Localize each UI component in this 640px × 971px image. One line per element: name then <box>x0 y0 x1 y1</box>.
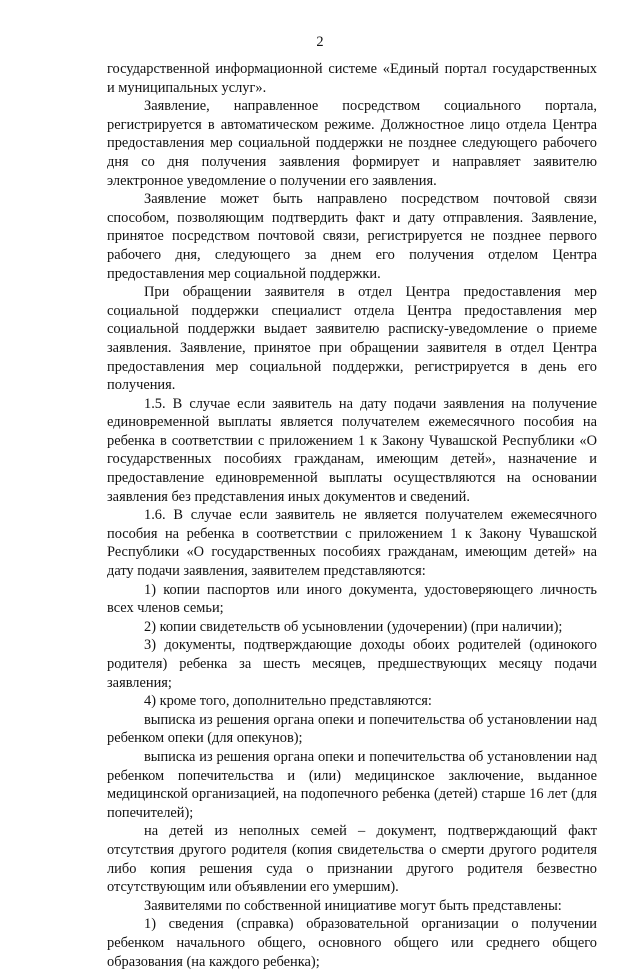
paragraph: выписка из решения органа опеки и попечительства об установлении над ребенком попечительства и (или) медицинское заключение, выданное медицинской организацией, на подопечного ребенка (детей) старше 16 лет (для попечителей); <box>107 748 597 821</box>
paragraph: Заявление, направленное посредством социального портала, регистрируется в автоматическом режиме. Должностное лицо отдела Центра предоставления мер социальной поддержки не позднее следующего рабочего дня со дня получения заявления формирует и направляет заявителю электронное уведомление о получении его заявления. <box>107 98 597 189</box>
list-item: 1) сведения (справка) образовательной организации о получении ребенком начального общего, основного общего или среднего общего образования (на каждого ребенка); <box>107 916 597 970</box>
paragraph: Заявителями по собственной инициативе могут быть представлены: <box>144 897 562 914</box>
page-number: 2 <box>316 34 324 50</box>
list-item: 3) документы, подтверждающие доходы обоих родителей (одинокого родителя) ребенка за шесть месяцев, предшествующих месяцу подачи заявления; <box>107 637 597 691</box>
paragraph: Заявление может быть направлено посредством почтовой связи способом, позволяющим подтвердить факт и дату отправления. Заявление, принятое посредством почтовой связи, регистрируется не позднее первого рабочего дня, следующего за днем его получения отделом Центра предоставления мер социальной поддержки. <box>107 191 597 282</box>
paragraph: государственной информационной системе «Единый портал государственных и муниципальных услуг». <box>107 61 597 96</box>
paragraph: на детей из неполных семей – документ, подтверждающий факт отсутствия другого родителя (копия свидетельства о смерти другого родителя либо копия решения суда о признании другого родителя безвестно отсутствующим или объявлении его умершим). <box>107 823 597 896</box>
paragraph: При обращении заявителя в отдел Центра предоставления мер социальной поддержки специалист отдела Центра предоставления мер социальной поддержки выдает заявителю расписку-уведомление о приеме заявления. Заявление, принятое при обращении заявителя в отдел Центра предоставления мер социальной поддержки, регистрируется в день его получения. <box>107 284 597 394</box>
list-item: 1) копии паспортов или иного документа, удостоверяющего личность всех членов семьи; <box>107 581 597 617</box>
document-body <box>107 60 597 971</box>
list-item: 4) кроме того, дополнительно представляются: <box>144 693 432 710</box>
list-item: 2) копии свидетельств об усыновлении (удочерении) (при наличии); <box>144 618 563 635</box>
paragraph: 1.5. В случае если заявитель на дату подачи заявления на получение единовременной выплаты является получателем ежемесячного пособия на ребенка в соответствии с приложением 1 к Закону Чувашской Республики «О государственных пособиях гражданам, имеющим детей», назначение и предоставление единовременной выплаты осуществляются на основании заявления без представления иных документов и сведений. <box>107 395 597 505</box>
paragraph: 1.6. В случае если заявитель не является получателем ежемесячного пособия на ребенка в соответствии с приложением 1 к Закону Чувашской Республики «О государственных пособиях гражданам, имеющим детей» на дату подачи заявления, заявителем представляются: <box>107 507 597 580</box>
paragraph: выписка из решения органа опеки и попечительства об установлении над ребенком опеки (для опекунов); <box>107 711 597 747</box>
